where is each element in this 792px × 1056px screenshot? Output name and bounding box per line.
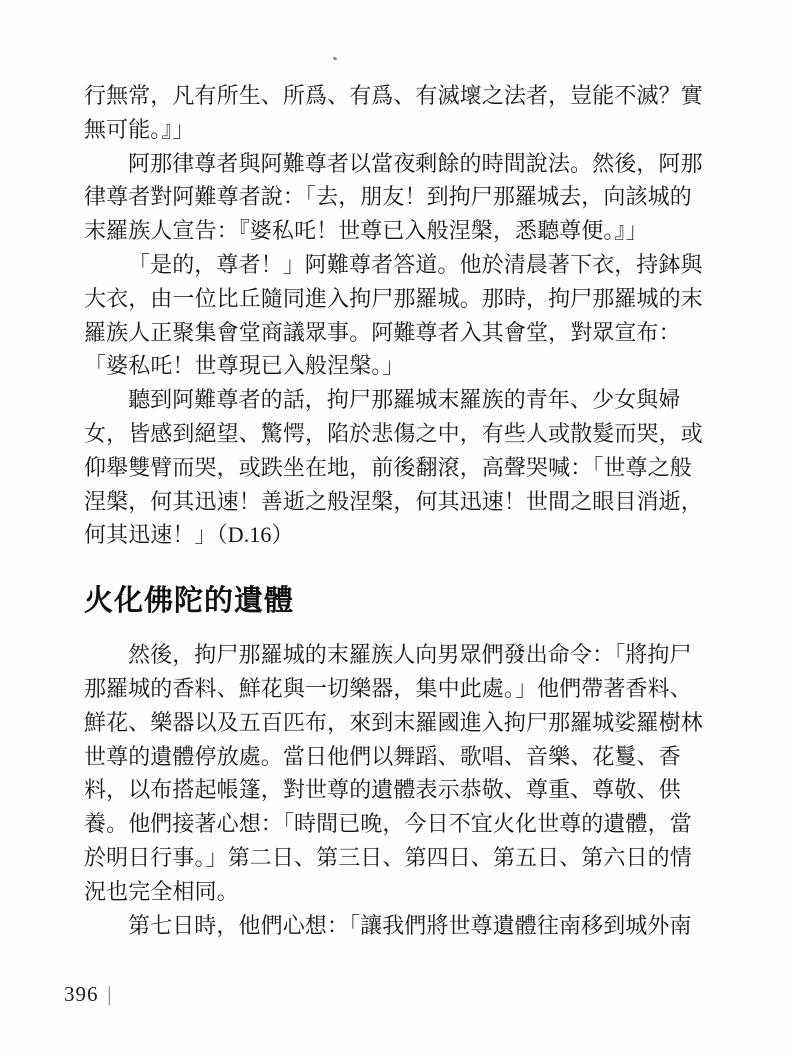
page-number: 396 xyxy=(64,982,99,1006)
paragraph xyxy=(84,147,708,248)
text-line: 然後，拘尸那羅城的末羅族人向男眾們發出命令：「將拘尸 xyxy=(128,642,692,668)
text-line: 第七日時，他們心想：「讓我們將世尊遺體往南移到城外南 xyxy=(128,912,692,938)
text-line: 無可能。』」 xyxy=(84,116,195,142)
paragraph xyxy=(84,383,708,552)
paragraph xyxy=(84,248,708,383)
text-line: 羅族人正聚集會堂商議眾事。阿難尊者入其會堂，對眾宣布： xyxy=(84,319,681,345)
text-line: 「是的，尊者！」阿難尊者答道。他於清晨著下衣，持鉢與 xyxy=(128,251,703,277)
text-line: 大衣，由一位比丘隨同進入拘尸那羅城。那時，拘尸那羅城的末 xyxy=(84,285,703,311)
text-line: 仰舉雙臂而哭，或跌坐在地，前後翻滾，高聲哭喊：「世尊之般 xyxy=(84,454,692,480)
paragraph xyxy=(84,909,708,943)
text-line: 「婆私吒！世尊現已入般涅槃。」 xyxy=(84,353,405,379)
page-number-separator: | xyxy=(107,982,111,1006)
text-line: 律尊者對阿難尊者說：「去，朋友！到拘尸那羅城去，向該城的 xyxy=(84,184,692,210)
text-line: 何其迅速！」（D.16） xyxy=(84,522,294,548)
text-line: 鮮花、樂器以及五百匹布，來到末羅國進入拘尸那羅城娑羅樹林 xyxy=(84,709,703,735)
text-column xyxy=(84,79,708,942)
scan-speck xyxy=(333,56,338,61)
text-line: 那羅城的香料、鮮花與一切樂器，集中此處。」他們帶著香料、 xyxy=(84,675,692,701)
section-heading: 火化佛陀的遺體 xyxy=(84,585,295,618)
text-line: 世尊的遺體停放處。當日他們以舞蹈、歌唱、音樂、花鬘、香 xyxy=(84,743,681,769)
text-line: 末羅族人宣告：『婆私吒！世尊已入般涅槃，悉聽尊便。』」 xyxy=(84,218,648,244)
text-line: 於明日行事。」第二日、第三日、第四日、第五日、第六日的情 xyxy=(84,844,692,870)
text-line: 涅槃，何其迅速！善逝之般涅槃，何其迅速！世間之眼目消逝， xyxy=(84,488,703,514)
page-footer xyxy=(64,982,112,1007)
text-line: 女，皆感到絕望、驚愕，陷於悲傷之中，有些人或散髮而哭，或 xyxy=(84,420,703,446)
text-line: 況也完全相同。 xyxy=(84,878,239,904)
paragraph xyxy=(84,79,708,147)
text-line: 阿那律尊者與阿難尊者以當夜剩餘的時間說法。然後，阿那 xyxy=(128,150,703,176)
paragraph xyxy=(84,638,708,908)
text-line: 料，以布搭起帳篷，對世尊的遺體表示恭敬、尊重、尊敬、供 xyxy=(84,777,681,803)
text-line: 行無常，凡有所生、所爲、有爲、有滅壞之法者，豈能不滅？實 xyxy=(84,83,703,108)
text-line: 養。他們接著心想：「時間已晚，今日不宜火化世尊的遺體，當 xyxy=(84,811,692,837)
text-line: 聽到阿難尊者的話，拘尸那羅城末羅族的青年、少女與婦 xyxy=(128,387,681,413)
